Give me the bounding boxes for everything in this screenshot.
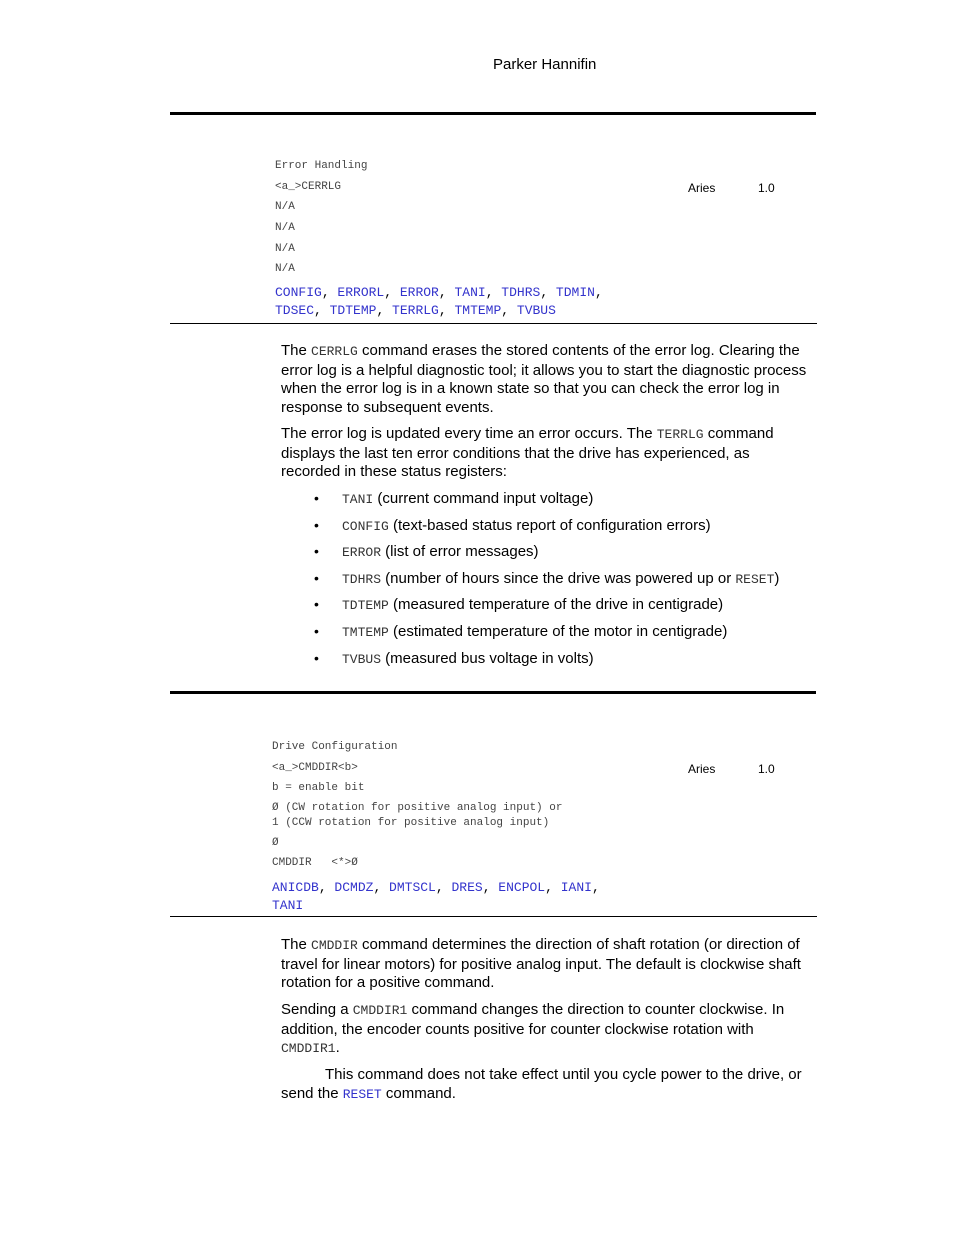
status-register-item: TVBUS (measured bus voltage in volts) [342, 650, 594, 667]
bullet-marker: • [314, 570, 319, 586]
status-register-item: ERROR (list of error messages) [342, 543, 539, 560]
bullet-marker: • [314, 543, 319, 559]
cerrlg-revision: 1.0 [758, 181, 775, 195]
status-register-item: TMTEMP (estimated temperature of the motor in centigrade) [342, 623, 728, 640]
cerrlg-header-divider [170, 323, 817, 324]
see-also-link-tdtemp[interactable]: TDTEMP [329, 303, 377, 318]
inline-code: CERRLG [311, 344, 358, 359]
cerrlg-units: N/A [275, 201, 295, 213]
cerrlg-range: N/A [275, 222, 295, 234]
see-also-link-encpol[interactable]: ENCPOL [498, 880, 546, 895]
cerrlg-description-paragraph-2: The error log is updated every time an error occurs. The TERRLG command displays the last ten error conditions that the drive has experienced, as recorded in these status registers: [281, 425, 774, 480]
see-also-link-tani[interactable]: TANI [272, 898, 304, 913]
cmddir-note-paragraph: This command does not take effect until you cycle power to the drive, or send the RESET command. [281, 1066, 802, 1102]
cerrlg-product: Aries [688, 181, 716, 195]
section-divider-middle [170, 691, 816, 694]
see-also-link-tdmin[interactable]: TDMIN [555, 285, 595, 300]
see-also-link-dcmdz[interactable]: DCMDZ [334, 880, 374, 895]
inline-code: TERRLG [656, 427, 704, 442]
status-register-item: CONFIG (text-based status report of configuration errors) [342, 517, 711, 534]
cmddir-see-also: ANICDB, DCMDZ, DMTSCL, DRES, ENCPOL, IANI, TANI [272, 880, 600, 913]
see-also-link-tmtemp[interactable]: TMTEMP [454, 303, 502, 318]
cmddir-product: Aries [688, 762, 716, 776]
see-also-link-errorl[interactable]: ERRORL [337, 285, 385, 300]
cmddir-range-line-2: 1 (CCW rotation for positive analog input) [272, 817, 550, 829]
see-also-link-tvbus[interactable]: TVBUS [516, 303, 556, 318]
see-also-link-tdhrs[interactable]: TDHRS [501, 285, 541, 300]
cmddir-response: CMDDIR <*>Ø [272, 857, 358, 869]
cmddir-category: Drive Configuration [272, 741, 398, 753]
inline-code: CMDDIR1 [352, 1003, 408, 1018]
section-divider-top [170, 112, 816, 115]
cmddir-range-line-1: Ø (CW rotation for positive analog input) or [272, 802, 563, 814]
cerrlg-response: N/A [275, 263, 295, 275]
reset-link[interactable]: RESET [342, 1086, 382, 1102]
status-register-item: TDTEMP (measured temperature of the drive in centigrade) [342, 596, 724, 613]
bullet-marker: • [314, 623, 319, 639]
status-register-item: TDHRS (number of hours since the drive was powered up or RESET) [342, 570, 780, 587]
see-also-link-anicdb[interactable]: ANICDB [272, 880, 319, 895]
page-header-company: Parker Hannifin [493, 56, 597, 73]
see-also-link-tani[interactable]: TANI [454, 285, 486, 300]
cmddir-units: b = enable bit [272, 782, 365, 794]
cerrlg-default: N/A [275, 243, 295, 255]
bullet-marker: • [314, 517, 319, 533]
inline-code: CMDDIR1 [281, 1041, 336, 1056]
see-also-link-config[interactable]: CONFIG [275, 285, 322, 300]
bullet-marker: • [314, 650, 319, 666]
see-also-link-terrlg[interactable]: TERRLG [392, 303, 439, 318]
see-also-link-error[interactable]: ERROR [399, 285, 439, 300]
see-also-link-iani[interactable]: IANI [560, 880, 592, 895]
see-also-link-dmtscl[interactable]: DMTSCL [389, 880, 436, 895]
bullet-marker: • [314, 490, 319, 506]
cmddir-syntax: <a_>CMDDIR<b> [272, 762, 358, 774]
cmddir-header-divider [170, 916, 817, 917]
cmddir-description-paragraph-1: The CMDDIR command determines the direction of shaft rotation (or direction of travel for linear motors) for positive analog input. The default is clockwise shaft rotation for a positive command. [281, 936, 801, 991]
see-also-link-tdsec[interactable]: TDSEC [275, 303, 315, 318]
cerrlg-category: Error Handling [275, 160, 368, 172]
inline-code: CMDDIR [311, 938, 358, 953]
cerrlg-syntax: <a_>CERRLG [275, 181, 342, 193]
bullet-marker: • [314, 596, 319, 612]
cmddir-default: Ø [272, 837, 279, 849]
see-also-link-dres[interactable]: DRES [451, 880, 483, 895]
cerrlg-description-paragraph-1: The CERRLG command erases the stored contents of the error log. Clearing the error log is a helpful diagnostic tool; it allows you to start the diagnostic process when the error log is in a known state so that you can check the error log in response to subsequent events. [281, 342, 807, 416]
cerrlg-see-also: CONFIG, ERRORL, ERROR, TANI, TDHRS, TDMIN, TDSEC, TDTEMP, TERRLG, TMTEMP, TVBUS [275, 285, 603, 318]
status-register-item: TANI (current command input voltage) [342, 490, 594, 507]
cmddir-revision: 1.0 [758, 762, 775, 776]
cmddir-description-paragraph-2: Sending a CMDDIR1 command changes the direction to counter clockwise. In addition, the encoder counts positive for counter clockwise rotation with CMDDIR1. [281, 1001, 785, 1056]
